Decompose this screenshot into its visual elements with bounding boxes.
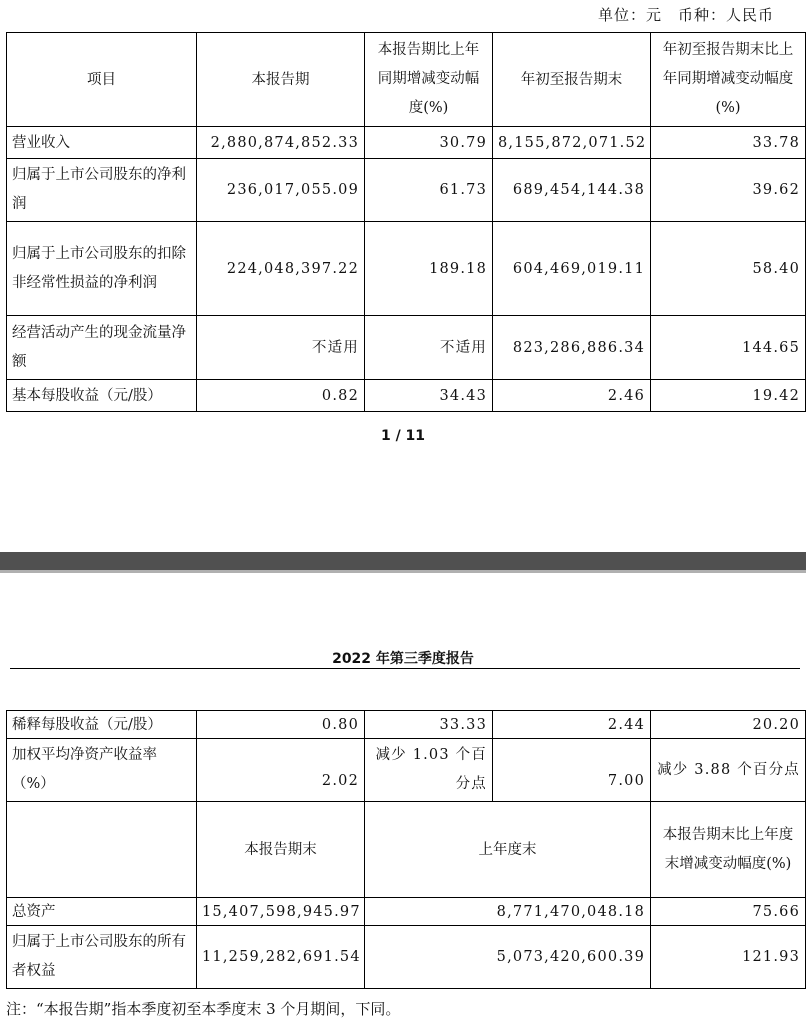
header-period-end: 本报告期末 <box>197 802 365 898</box>
cell-prior-year-end: 5,073,420,600.39 <box>365 926 651 989</box>
page-separator <box>0 552 806 570</box>
cell-current-yoy: 30.79 <box>365 127 493 159</box>
row-label: 稀释每股收益（元/股） <box>7 711 197 739</box>
header-change: 本报告期末比上年度末增减变动幅度(%) <box>651 802 806 898</box>
cell-ytd: 823,286,886.34 <box>493 316 651 380</box>
cell-current-yoy: 不适用 <box>365 316 493 380</box>
table-row <box>7 926 806 989</box>
cell-current: 2.02 <box>197 739 365 802</box>
page-separator-shadow <box>0 570 806 573</box>
table-row <box>7 159 806 222</box>
table-row <box>7 898 806 926</box>
cell-current-yoy: 33.33 <box>365 711 493 739</box>
row-label: 归属于上市公司股东的所有者权益 <box>7 926 197 989</box>
cell-ytd-yoy: 减少 3.88 个百分点 <box>651 739 806 802</box>
table-row <box>7 222 806 316</box>
cell-ytd: 604,469,019.11 <box>493 222 651 316</box>
header-current-period: 本报告期 <box>197 33 365 127</box>
cell-current: 2,880,874,852.33 <box>197 127 365 159</box>
sub-header-blank <box>7 802 197 898</box>
header-rule <box>10 668 800 669</box>
header-current-yoy: 本报告期比上年同期增减变动幅度(%) <box>365 33 493 127</box>
footnote: 注：“本报告期”指本季度初至本季度末 3 个月期间，下同。 <box>6 1000 401 1018</box>
cell-current: 236,017,055.09 <box>197 159 365 222</box>
cell-current: 0.80 <box>197 711 365 739</box>
cell-ytd-yoy: 19.42 <box>651 380 806 412</box>
cell-prior-year-end: 8,771,470,048.18 <box>365 898 651 926</box>
sub-header-row <box>7 802 806 898</box>
cell-current-yoy: 189.18 <box>365 222 493 316</box>
cell-ytd: 8,155,872,071.52 <box>493 127 651 159</box>
cell-current-yoy: 减少 1.03 个百分点 <box>365 739 493 802</box>
row-label: 加权平均净资产收益率（%） <box>7 739 197 802</box>
row-label: 归属于上市公司股东的扣除非经常性损益的净利润 <box>7 222 197 316</box>
header-prior-year-end: 上年度末 <box>365 802 651 898</box>
cell-current: 224,048,397.22 <box>197 222 365 316</box>
cell-ytd-yoy: 144.65 <box>651 316 806 380</box>
table-row <box>7 739 806 802</box>
financial-table-2 <box>6 710 806 989</box>
cell-current: 0.82 <box>197 380 365 412</box>
cell-current-yoy: 34.43 <box>365 380 493 412</box>
row-label: 营业收入 <box>7 127 197 159</box>
financial-table-1 <box>6 32 806 412</box>
header-item: 项目 <box>7 33 197 127</box>
table-row <box>7 380 806 412</box>
page-number: 1 / 11 <box>380 428 426 444</box>
row-label: 经营活动产生的现金流量净额 <box>7 316 197 380</box>
cell-ytd: 2.44 <box>493 711 651 739</box>
report-header-title: 2022 年第三季度报告 <box>332 651 474 667</box>
cell-current-yoy: 61.73 <box>365 159 493 222</box>
cell-change: 75.66 <box>651 898 806 926</box>
table-row <box>7 316 806 380</box>
row-label: 基本每股收益（元/股） <box>7 380 197 412</box>
cell-ytd: 7.00 <box>493 739 651 802</box>
cell-change: 121.93 <box>651 926 806 989</box>
cell-ytd-yoy: 58.40 <box>651 222 806 316</box>
table-row <box>7 711 806 739</box>
header-ytd: 年初至报告期末 <box>493 33 651 127</box>
cell-ytd-yoy: 33.78 <box>651 127 806 159</box>
table-row <box>7 127 806 159</box>
unit-currency-line: 单位：元 币种：人民币 <box>597 6 774 24</box>
cell-ytd: 689,454,144.38 <box>493 159 651 222</box>
cell-ytd: 2.46 <box>493 380 651 412</box>
header-ytd-yoy: 年初至报告期末比上年同期增减变动幅度(%) <box>651 33 806 127</box>
row-label: 归属于上市公司股东的净利润 <box>7 159 197 222</box>
cell-ytd-yoy: 39.62 <box>651 159 806 222</box>
cell-period-end: 11,259,282,691.54 <box>197 926 365 989</box>
cell-ytd-yoy: 20.20 <box>651 711 806 739</box>
row-label: 总资产 <box>7 898 197 926</box>
cell-current: 不适用 <box>197 316 365 380</box>
cell-period-end: 15,407,598,945.97 <box>197 898 365 926</box>
table-header-row <box>7 33 806 127</box>
